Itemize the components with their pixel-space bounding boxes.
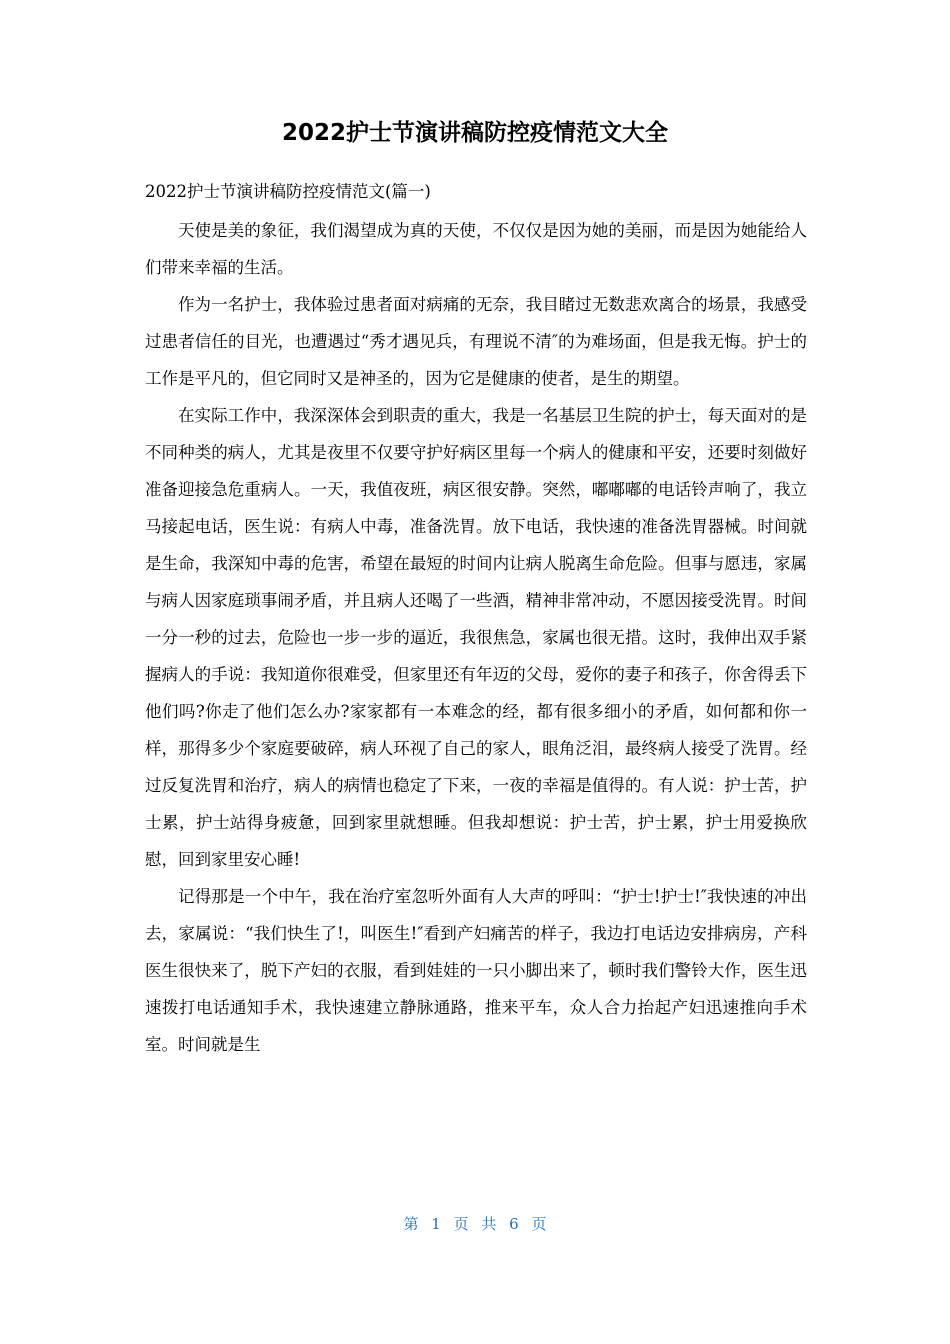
paragraph: 记得那是一个中午，我在治疗室忽听外面有人大声的呼叫：“护士!护士!″我快速的冲出去，家属说：“我们快生了!，叫医生!″看到产妇痛苦的样子，我边打电话边安排病房，产科医生很快来了，脱下产妇的衣服，看到娃娃的一只小脚出来了，顿时我们警铃大作，医生迅速拨打电话通知手术，我快速建立静脉通路，推来平车，众人合力抬起产妇迅速推向手术室。时间就是生 [145, 887, 807, 1054]
paragraph: 在实际工作中，我深深体会到职责的重大，我是一名基层卫生院的护士，每天面对的是不同种类的病人，尤其是夜里不仅要守护好病区里每一个病人的健康和平安，还要时刻做好准备迎接急危重病人。一天，我值夜班，病区很安静。突然，嘟嘟嘟的电话铃声响了，我立马接起电话，医生说：有病人中毒，准备洗胃。放下电话，我快速的准备洗胃器械。时间就是生命，我深知中毒的危害，希望在最短的时间内让病人脱离生命危险。但事与愿违，家属与病人因家庭琐事闹矛盾，并且病人还喝了一些酒，精神非常冲动，不愿因接受洗胃。时间一分一秒的过去，危险也一步一步的逼近，我很焦急，家属也很无措。这时，我伸出双手紧握病人的手说：我知道你很难受，但家里还有年迈的父母，爱你的妻子和孩子，你舍得丢下他们吗?你走了他们怎么办?家家都有一本难念的经，都有很多细小的矛盾，如何都和你一样，那得多少个家庭要破碎，病人环视了自己的家人，眼角泛泪，最终病人接受了洗胃。经过反复洗胃和治疗，病人的病情也稳定了下来，一夜的幸福是值得的。有人说：护士苦，护士累，护士站得身疲惫，回到家里就想睡。但我却想说：护士苦，护士累，护士用爱换欣慰，回到家里安心睡! [145, 406, 807, 869]
body-text [145, 212, 807, 1063]
section-heading: 2022护士节演讲稿防控疫情范文(篇一) [145, 182, 431, 201]
paragraph: 作为一名护士，我体验过患者面对病痛的无奈，我目睹过无数悲欢离合的场景，我感受过患者信任的目光，也遭遇过“秀才遇见兵，有理说不清″的为难场面，但是我无悔。护士的工作是平凡的，但它同时又是神圣的，因为它是健康的使者，是生的期望。 [145, 295, 807, 388]
document-title: 2022护士节演讲稿防控疫情范文大全 [281, 120, 668, 146]
paragraph: 天使是美的象征，我们渴望成为真的天使，不仅仅是因为她的美丽，而是因为她能给人们带来幸福的生活。 [145, 221, 807, 277]
page-number-footer: 第 1 页 共 6 页 [403, 1215, 547, 1233]
